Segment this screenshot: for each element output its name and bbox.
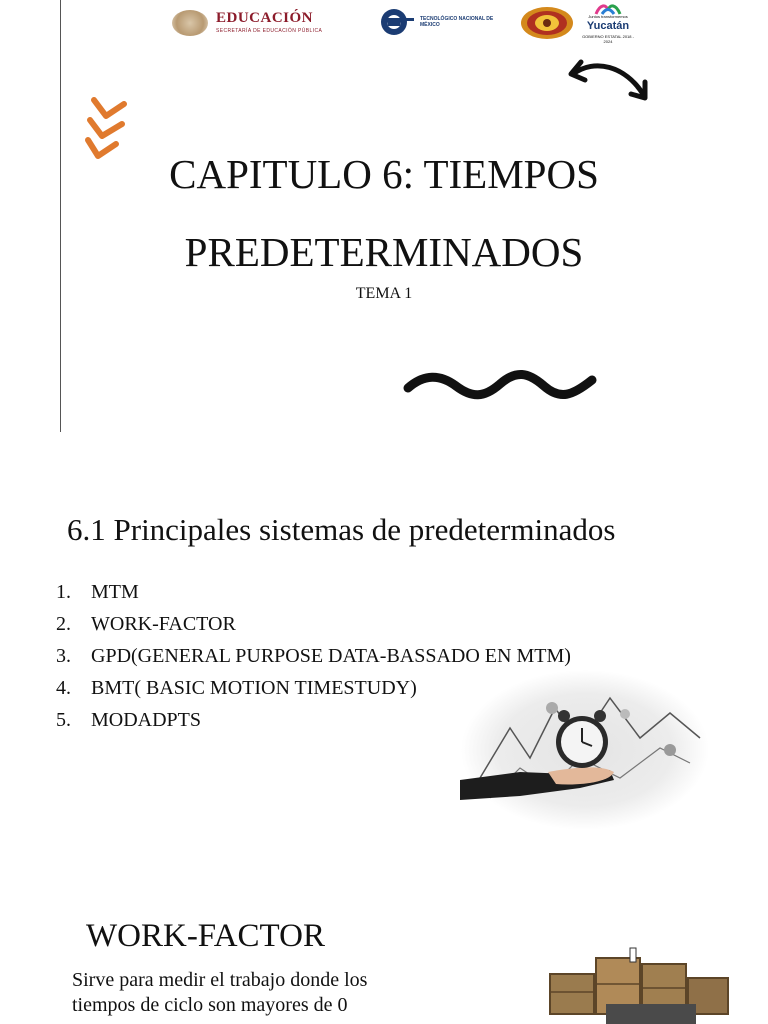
cover-title-line2: PREDETERMINADOS: [184, 229, 584, 275]
list-item: [56, 612, 571, 644]
list-item-number: 5.: [56, 709, 71, 731]
yucatan-logo-text: Yucatán: [586, 20, 630, 32]
list-item-label: MODADPTS: [91, 709, 202, 731]
educacion-logo-subtext: SECRETARÍA DE EDUCACIÓN PÚBLICA: [216, 28, 323, 34]
left-margin-line: [60, 0, 61, 432]
clock-in-hand-image: [460, 668, 710, 832]
header-logos: [168, 4, 638, 44]
mexico-seal-icon: [172, 10, 208, 36]
educacion-logo: [172, 8, 362, 40]
list-item-number: 1.: [56, 581, 71, 603]
curved-arrow-icon: [565, 52, 655, 108]
squiggle-line-icon: [400, 366, 600, 406]
educacion-logo-text: EDUCACIÓN: [216, 10, 314, 26]
list-item-label: WORK-FACTOR: [91, 613, 236, 635]
yucatan-shield-icon: [520, 6, 574, 40]
cover-title-line1: CAPITULO 6: TIEMPOS: [169, 151, 599, 197]
tecnm-logo-text: TECNOLÓGICO NACIONAL DE MÉXICO: [420, 16, 494, 28]
list-item-label: GPD(GENERAL PURPOSE DATA-BASSADO EN MTM): [91, 645, 571, 667]
cover-subtitle: TEMA 1: [355, 285, 413, 302]
yucatan-logo-bottom: GOBIERNO ESTATAL 2018 - 2024: [582, 34, 634, 44]
list-item-number: 2.: [56, 613, 71, 635]
list-item-number: 4.: [56, 677, 71, 699]
yucatan-logo: [578, 4, 634, 42]
tecnm-gear-icon: [376, 6, 416, 38]
list-item: [56, 580, 571, 612]
tecnm-logo: [376, 6, 508, 40]
section-title: 6.1 Principales sistemas de predeterminados: [67, 512, 616, 547]
list-item-label: BMT( BASIC MOTION TIMESTUDY): [91, 677, 417, 699]
list-item-label: MTM: [91, 581, 139, 603]
work-factor-title: WORK-FACTOR: [86, 918, 325, 954]
yucatan-logo-subtext: Juntos transformemos: [588, 14, 628, 19]
work-factor-description: Sirve para medir el trabajo donde los tiempos de ciclo son mayores de 0: [72, 969, 368, 1016]
list-item-number: 3.: [56, 645, 71, 667]
boxes-forklift-image: [546, 944, 736, 1024]
